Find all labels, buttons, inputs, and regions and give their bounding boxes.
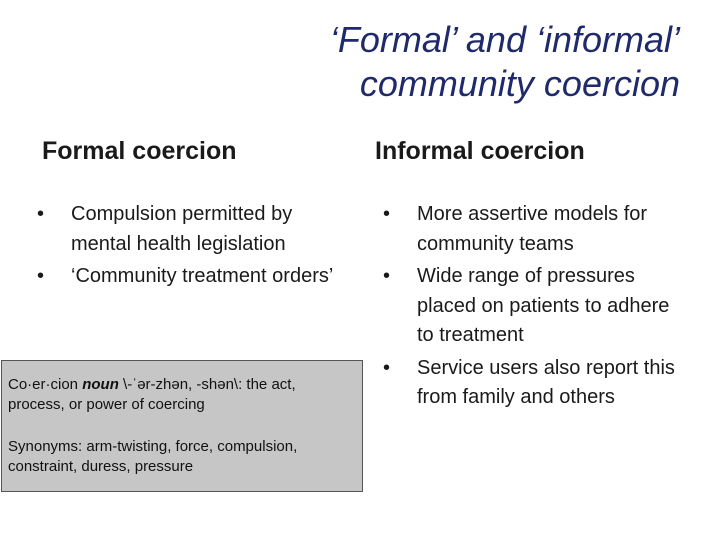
bullet-text: Wide range of pressures placed on patients to adhere to treatment: [417, 265, 670, 346]
bullet-text: ‘Community treatment orders’: [71, 265, 334, 287]
bullet-icon: •: [383, 265, 391, 287]
bullet-icon: •: [383, 356, 391, 379]
slide-title: [240, 18, 680, 106]
bullet-icon: •: [37, 265, 45, 287]
definition-pronunciation: \-ˈər-zhən, -shən\:: [123, 376, 243, 393]
list-item: [383, 200, 688, 259]
formal-coercion-list: [37, 200, 357, 295]
definition-box: [1, 360, 363, 492]
bullet-text: Service users also report this from family and others: [417, 356, 675, 408]
bullet-text: More assertive models for community teams: [417, 203, 648, 255]
definition-entry: [8, 375, 356, 415]
list-item: [383, 354, 688, 413]
definition-synonyms: Synonyms: arm-twisting, force, compulsion, constraint, duress, pressure: [8, 438, 298, 475]
list-item: [37, 200, 357, 259]
bullet-text: Compulsion permitted by mental health legislation: [71, 203, 293, 255]
informal-coercion-heading: Informal coercion: [375, 137, 585, 165]
bullet-icon: •: [37, 203, 45, 225]
definition-text: the act, process, or power of coercing: [8, 376, 296, 413]
informal-coercion-list: [383, 200, 688, 416]
list-item: [383, 262, 688, 351]
slide-title-line-2: community coercion: [359, 63, 680, 104]
bullet-icon: •: [383, 203, 391, 225]
definition-part-of-speech: noun: [82, 376, 119, 393]
slide-title-line-1: ‘Formal’ and ‘informal’: [329, 19, 680, 60]
definition-headword: Co·er·cion: [8, 376, 79, 393]
formal-coercion-heading: Formal coercion: [42, 137, 237, 165]
list-item: [37, 262, 357, 292]
